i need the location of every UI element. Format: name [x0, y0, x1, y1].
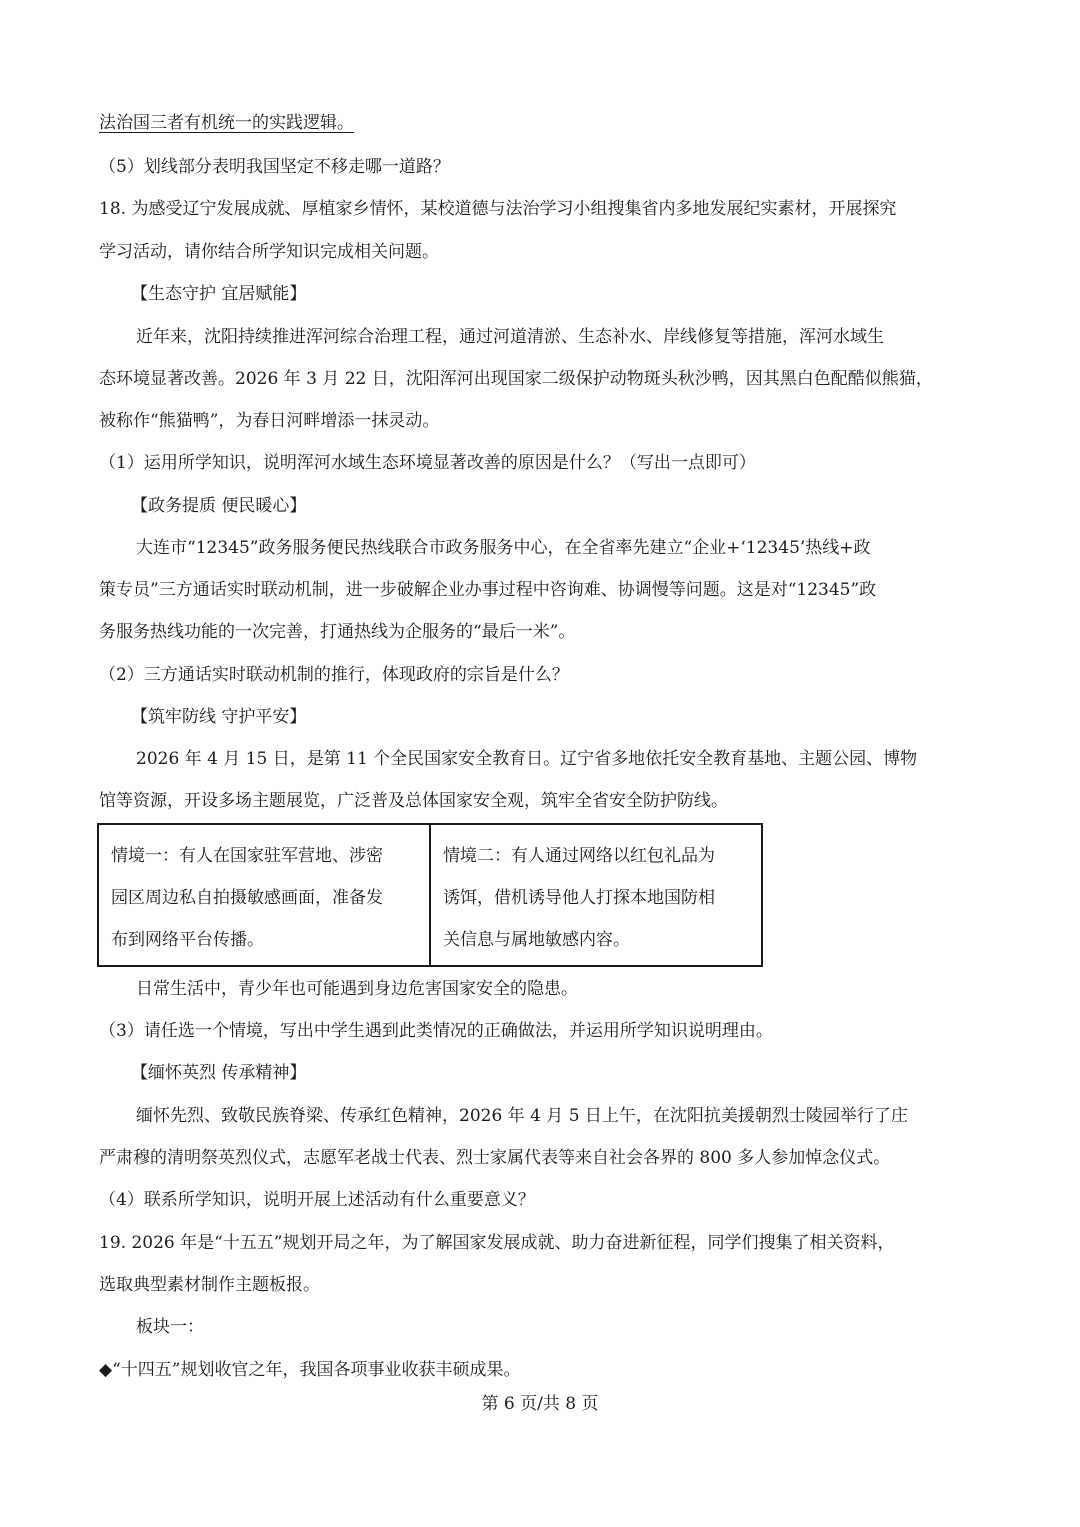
martyrs-text-line1: 缅怀先烈、致敬民族脊梁、传承红色精神，2026 年 4 月 5 日上午，在沈阳抗美援朝烈士陵园举行了庄	[136, 1106, 908, 1126]
block-one-label: 板块一：	[136, 1317, 204, 1337]
section-title-government: 【政务提质 便民暖心】	[131, 496, 307, 516]
scenario-1-line3: 布到网络平台传播。	[111, 930, 264, 950]
government-text-line1: 大连市“12345”政务服务便民热线联合市政务服务中心，在全省率先建立“企业+‘12345’热线+政	[136, 538, 871, 558]
government-text-line3: 务服务热线功能的一次完善，打通热线为企服务的“最后一米”。	[99, 622, 576, 642]
ecology-text-line1: 近年来，沈阳持续推进浑河综合治理工程，通过河道清淤、生态补水、岸线修复等措施，浑河水域生	[136, 327, 884, 347]
scenario-2-line2: 诱饵，借机诱导他人打探本地国防相	[443, 888, 715, 908]
question-18-2: （2）三方通话实时联动机制的推行，体现政府的宗旨是什么？	[99, 665, 569, 685]
bullet-item: ◆“十四五”规划收官之年，我国各项事业收获丰硕成果。	[99, 1360, 521, 1380]
security-after-table: 日常生活中，青少年也可能遇到身边危害国家安全的隐患。	[136, 979, 578, 999]
scenario-2-line1: 情境二：有人通过网络以红包礼品为	[443, 846, 715, 866]
martyrs-text-line2: 严肃穆的清明祭英烈仪式，志愿军老战士代表、烈士家属代表等来自社会各界的 800 多人参加悼念仪式。	[99, 1148, 891, 1168]
question-17-5: （5）划线部分表明我国坚定不移走哪一道路？	[99, 157, 450, 177]
government-text-line2: 策专员”三方通话实时联动机制，进一步破解企业办事过程中咨询难、协调慢等问题。这是对“12345”政	[99, 580, 877, 600]
question-18-3: （3）请任选一个情境，写出中学生遇到此类情况的正确做法，并运用所学知识说明理由。	[99, 1021, 773, 1041]
question-18-1: （1）运用所学知识，说明浑河水域生态环境显著改善的原因是什么？（写出一点即可）	[99, 453, 756, 473]
page-footer: 第 6 页/共 8 页	[481, 1394, 599, 1414]
scenario-cell-2	[430, 824, 762, 966]
scenario-cell-1	[98, 824, 430, 966]
ecology-text-line2: 态环境显著改善。2026 年 3 月 22 日，沈阳浑河出现国家二级保护动物斑头秋沙鸭，因其黑白色配酷似熊猫，	[99, 369, 933, 389]
section-title-martyrs: 【缅怀英烈 传承精神】	[131, 1063, 307, 1083]
scenario-table	[97, 823, 763, 967]
continued-paragraph: 法治国三者有机统一的实践逻辑。	[99, 113, 354, 133]
question-19-intro-line1: 19. 2026 年是“十五五”规划开局之年，为了解国家发展成就、助力奋进新征程，同学们搜集了相关资料，	[99, 1233, 895, 1253]
security-text-line2: 馆等资源，开设多场主题展览，广泛普及总体国家安全观，筑牢全省安全防护防线。	[99, 791, 728, 811]
scenario-1-line1: 情境一：有人在国家驻军营地、涉密	[111, 846, 383, 866]
security-text-line1: 2026 年 4 月 15 日，是第 11 个全民国家安全教育日。辽宁省多地依托安全教育基地、主题公园、博物	[136, 749, 918, 769]
question-18-intro-line2: 学习活动，请你结合所学知识完成相关问题。	[99, 242, 439, 262]
scenario-1-line2: 园区周边私自拍摄敏感画面，准备发	[111, 888, 383, 908]
ecology-text-line3: 被称作“熊猫鸭”，为春日河畔增添一抹灵动。	[99, 411, 440, 431]
section-title-security: 【筑牢防线 守护平安】	[131, 707, 307, 727]
scenario-2-line3: 关信息与属地敏感内容。	[443, 930, 630, 950]
question-18-4: （4）联系所学知识，说明开展上述活动有什么重要意义？	[99, 1190, 535, 1210]
section-title-ecology: 【生态守护 宜居赋能】	[131, 284, 307, 304]
question-18-intro-line1: 18. 为感受辽宁发展成就、厚植家乡情怀，某校道德与法治学习小组搜集省内多地发展纪实素材，开展探究	[99, 199, 897, 219]
question-19-intro-line2: 选取典型素材制作主题板报。	[99, 1275, 320, 1295]
